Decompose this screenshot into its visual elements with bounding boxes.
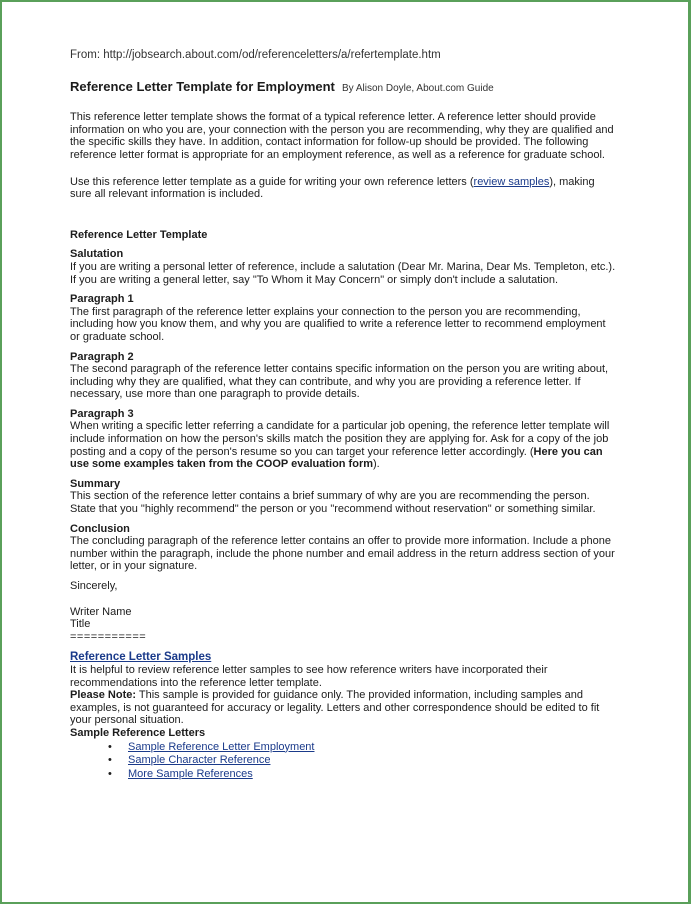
section-paragraph-2 — [70, 351, 618, 401]
note-paragraph — [70, 689, 618, 727]
byline: By Alison Doyle, About.com Guide — [341, 82, 494, 94]
section-paragraph-3 — [70, 408, 618, 471]
section-text — [70, 420, 618, 470]
bullet-icon: • — [108, 754, 112, 767]
samples-text: It is helpful to review reference letter samples to see how reference writers have incorporated their recommendations into the reference letter template. — [70, 663, 548, 689]
list-item — [108, 768, 618, 782]
divider-rule: =========== — [70, 630, 147, 643]
section-text: The first paragraph of the reference letter explains your connection to the person you are recommending, including how you know them, and why you are qualified to write a reference letter to recommend employment or graduate school. — [70, 305, 606, 343]
note-text: This sample is provided for guidance only. The provided information, including samples and examples, is not guaranteed for accuracy or legality. Letters and other correspondence should be edited to fit your personal situation. — [70, 689, 600, 727]
section-salutation — [70, 248, 618, 286]
document-title: Reference Letter Template for Employment — [70, 78, 335, 94]
section-text: This section of the reference letter contains a brief summary of why are you are recommending the person. State that you "highly recommend" the person or you "recommend without reservation" or something similar. — [70, 490, 596, 516]
section-paragraph-1 — [70, 293, 618, 343]
guide-text-start: Use this reference letter template as a guide for writing your own reference letters ( — [70, 175, 474, 188]
section-text: The concluding paragraph of the reference letter contains an offer to provide more information. Include a phone number within the paragraph, include the phone number and email address in the return address section of your letter, or in your signature. — [70, 535, 615, 573]
section-text-start: When writing a specific letter referring a candidate for a particular job opening, the reference letter template will include information on how the person's skills match the position they are applying for. Ask for a copy of the job posting and a copy of the person's resume so you can target your reference letter accordingly. ( — [70, 420, 610, 458]
section-heading: Conclusion — [70, 522, 130, 535]
reference-letter-samples-link[interactable]: Reference Letter Samples — [70, 651, 212, 664]
document — [70, 49, 618, 781]
section-conclusion — [70, 523, 618, 573]
sample-refs-heading: Sample Reference Letters — [70, 726, 206, 739]
section-heading: Paragraph 1 — [70, 293, 134, 306]
review-samples-link[interactable]: review samples — [473, 175, 550, 188]
closing: Sincerely, — [70, 580, 118, 592]
sample-employment-link[interactable]: Sample Reference Letter Employment — [128, 740, 315, 753]
section-text: If you are writing a personal letter of reference, include a salutation (Dear Mr. Marina, Dear Ms. Templeton, etc.). If you are writing a general letter, say "To Whom it May Concern" or simply don't include a salutation. — [70, 260, 616, 286]
section-text: The second paragraph of the reference letter contains specific information on the person you are writing about, including why they are qualified, what they can contribute, and why you are providing a reference letter. If necessary, use more than one paragraph to provide details. — [70, 363, 609, 401]
intro-paragraph: This reference letter template shows the format of a typical reference letter. A reference letter should provide information on who you are, your connection with the person you are recommending, why they are qualified and the specific skills they have. In addition, contact information for follow-up should be provided. The following reference letter format is appropriate for an employment reference, as well as a reference for graduate school. — [70, 111, 614, 161]
sample-character-link[interactable]: Sample Character Reference — [128, 754, 271, 767]
list-item — [108, 754, 618, 768]
section-heading: Paragraph 3 — [70, 407, 134, 420]
coop-examples-note: Here you can use some examples taken from the COOP evaluation form — [70, 445, 603, 471]
guide-paragraph — [70, 176, 618, 201]
note-label: Please Note: — [70, 689, 137, 702]
template-heading: Reference Letter Template — [70, 228, 208, 241]
source-url: From: http://jobsearch.about.com/od/referenceletters/a/refertemplate.htm — [70, 49, 441, 61]
list-item — [108, 741, 618, 755]
bullet-icon: • — [108, 740, 112, 753]
writer-title: Title — [70, 618, 91, 631]
guide-text-end: ), making sure all relevant information is included. — [70, 175, 595, 201]
section-heading: Salutation — [70, 248, 124, 261]
section-heading: Summary — [70, 477, 121, 490]
writer-name: Writer Name — [70, 605, 132, 618]
title-line — [70, 78, 618, 96]
sample-links-list — [70, 741, 618, 782]
bullet-icon: • — [108, 767, 112, 780]
section-summary — [70, 478, 618, 516]
section-text-end: ). — [373, 458, 380, 471]
section-heading: Paragraph 2 — [70, 350, 134, 363]
more-samples-link[interactable]: More Sample References — [128, 767, 253, 780]
